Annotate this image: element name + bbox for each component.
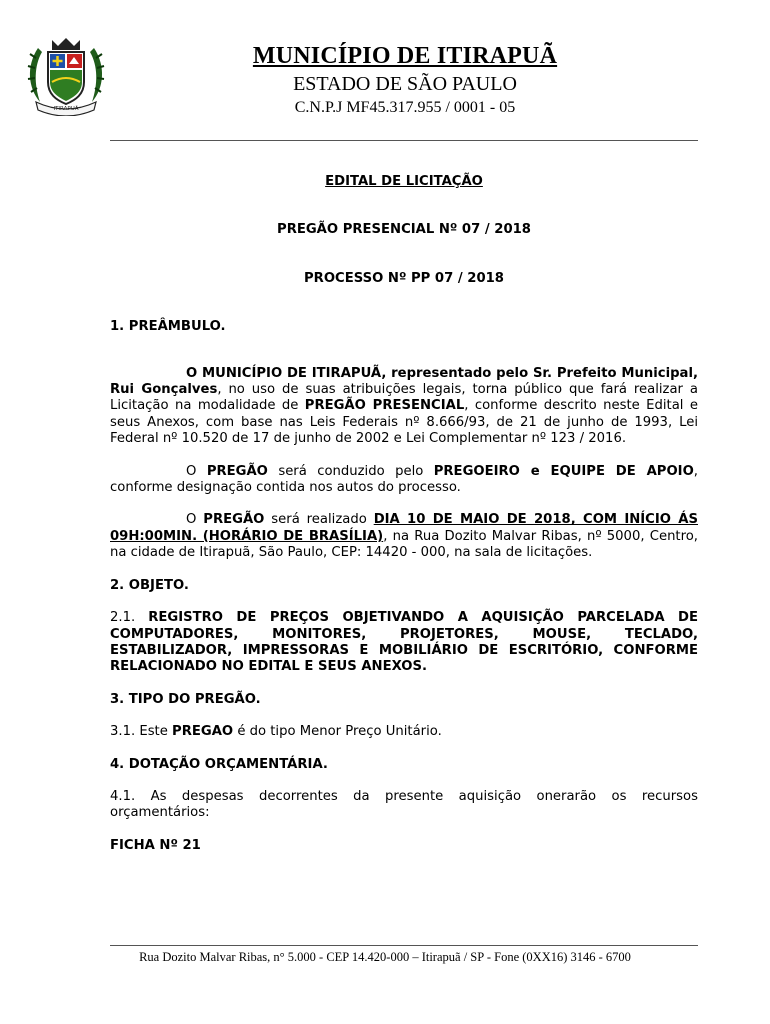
pregao-title: PREGÃO PRESENCIAL Nº 07 / 2018 bbox=[277, 222, 531, 238]
state-name: ESTADO DE SÃO PAULO bbox=[293, 73, 517, 95]
footer-divider bbox=[110, 945, 698, 946]
date-text-2: será realizado bbox=[264, 512, 374, 528]
date-text-3: , na Rua Dozito Malvar Ribas, nº 5000, Centro, na cidade de Itirapuã, São Paulo, CEP: 14420 - 000, na sala de licitações. bbox=[110, 528, 698, 561]
object-description: REGISTRO DE PREÇOS OBJETIVANDO A AQUISIÇÃO PARCELADA DE COMPUTADORES, MONITORES, PROJETORES, MOUSE, TECLADO, ESTABILIZADOR, IMPRESSORAS E MOBILIÁRIO DE ESCRITÓRIO, CONFORME RELACIONADO NO EDITAL E SEUS ANEXOS. bbox=[110, 610, 699, 675]
section-3-heading: 3. TIPO DO PREGÃO. bbox=[110, 691, 261, 707]
footer-address: Rua Dozito Malvar Ribas, n° 5.000 - CEP 14.420-000 – Itirapuã / SP - Fone (0XX16) 3146 - 6700 bbox=[139, 950, 631, 964]
tipo-text-2: é do tipo Menor Preço Unitário. bbox=[233, 724, 442, 740]
pregoeiro-bold-1: PREGÃO bbox=[206, 463, 268, 479]
edital-title: EDITAL DE LICITAÇÃO bbox=[325, 174, 483, 189]
paragraph-preamble bbox=[110, 366, 698, 448]
paragraph-dotacao: 4.1. As despesas decorrentes da presente aquisição onerarão os recursos orçamentários: bbox=[110, 788, 698, 821]
date-text-1: O bbox=[186, 512, 204, 528]
paragraph-tipo bbox=[110, 724, 698, 740]
letterhead bbox=[0, 0, 770, 140]
tipo-bold: PREGAO bbox=[172, 724, 234, 740]
paragraph-object bbox=[110, 610, 698, 676]
paragraph-date bbox=[110, 512, 698, 561]
section-2-heading: 2. OBJETO. bbox=[110, 577, 189, 593]
cnpj-number: C.N.P.J MF45.317.955 / 0001 - 05 bbox=[294, 99, 516, 116]
document-body bbox=[110, 170, 698, 854]
processo-title: PROCESSO Nº PP 07 / 2018 bbox=[304, 270, 504, 286]
section-4-heading: 4. DOTAÇÃO ORÇAMENTÁRIA. bbox=[110, 756, 328, 772]
tipo-text-1: 3.1. Este bbox=[110, 724, 173, 740]
date-bold-1: PREGÃO bbox=[203, 512, 265, 528]
object-number: 2.1. bbox=[110, 610, 149, 626]
crest-banner-text: ITIRAPUÃ bbox=[53, 106, 79, 112]
title-block bbox=[200, 42, 610, 118]
section-1-heading: 1. PREÂMBULO. bbox=[110, 319, 226, 335]
preamble-text-2: , conforme descrito neste Edital e seus Anexos, com base nas Leis Federais nº 8.666/93, de 21 de junho de 1993, Lei Federal nº 10.520 de 17 de junho de 2002 e Lei Complementar nº 123 / 2016. bbox=[110, 398, 698, 447]
preamble-bold-intro: O MUNICÍPIO DE ITIRAPUÃ, representado pelo Sr. Prefeito Municipal, Rui Gonçalves bbox=[110, 365, 698, 398]
session-date: DIA 10 DE MAIO DE 2018, COM INÍCIO ÁS 09H:00MIN. (HORÁRIO DE BRASÍLIA) bbox=[110, 512, 698, 544]
paragraph-pregoeiro bbox=[110, 464, 698, 497]
preamble-text-1: , no uso de suas atribuições legais, torna público que fará realizar a Licitação na modalidade de bbox=[110, 382, 699, 414]
pregoeiro-bold-2: PREGOEIRO e EQUIPE DE APOIO bbox=[433, 463, 694, 479]
ficha-number: FICHA Nº 21 bbox=[110, 837, 201, 853]
header-divider bbox=[110, 140, 698, 141]
pregoeiro-text-3: , conforme designação contida nos autos do processo. bbox=[110, 463, 698, 496]
coat-of-arms-icon bbox=[24, 36, 108, 116]
municipality-title: MUNICÍPIO DE ITIRAPUÃ bbox=[252, 43, 558, 69]
pregoeiro-text-1: O bbox=[186, 463, 207, 479]
pregoeiro-text-2: será conduzido pelo bbox=[267, 463, 434, 479]
preamble-modality: PREGÃO PRESENCIAL bbox=[304, 398, 465, 414]
